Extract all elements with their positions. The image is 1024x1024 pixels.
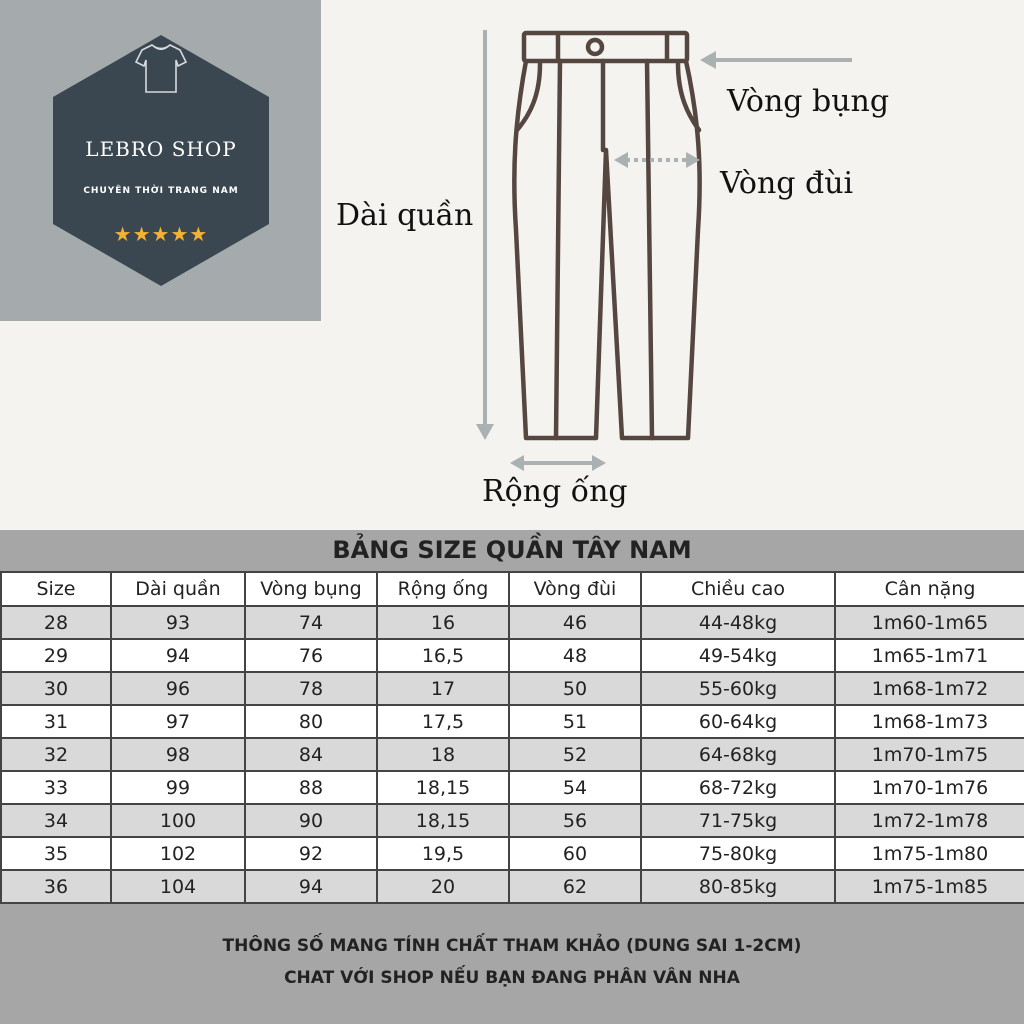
table-cell: 18,15 [377,771,509,804]
table-cell: 18,15 [377,804,509,837]
table-cell: 1m75-1m80 [835,837,1024,870]
footer-line-2: CHAT VỚI SHOP NẾU BẠN ĐANG PHÂN VÂN NHA [284,968,740,988]
table-cell: 60 [509,837,641,870]
table-cell: 71-75kg [641,804,835,837]
shop-name: LEBRO SHOP [85,137,237,161]
table-row [1,639,1024,672]
table-cell: 33 [1,771,111,804]
table-body [1,606,1024,903]
table-cell: 1m72-1m78 [835,804,1024,837]
table-cell: 75-80kg [641,837,835,870]
table-cell: 50 [509,672,641,705]
header-size: Size [1,572,111,606]
table-cell: 19,5 [377,837,509,870]
table-row [1,672,1024,705]
table-cell: 80-85kg [641,870,835,903]
table-cell: 1m68-1m73 [835,705,1024,738]
table-cell: 52 [509,738,641,771]
table-cell: 80 [245,705,377,738]
table-cell: 32 [1,738,111,771]
table-cell: 35 [1,837,111,870]
shop-tagline: CHUYÊN THỜI TRANG NAM [83,186,239,196]
header-length: Dài quần [111,572,245,606]
table-row [1,705,1024,738]
table-cell: 51 [509,705,641,738]
footer-note [0,930,1024,994]
table-cell: 78 [245,672,377,705]
table-cell: 100 [111,804,245,837]
table-cell: 46 [509,606,641,639]
table-cell: 99 [111,771,245,804]
table-row [1,870,1024,903]
table-cell: 1m68-1m72 [835,672,1024,705]
table-cell: 1m65-1m71 [835,639,1024,672]
length-label: Dài quần [336,198,474,233]
table-cell: 88 [245,771,377,804]
waist-label: Vòng bụng [727,84,890,119]
waistband [524,33,687,61]
leg-opening-label: Rộng ống [482,474,628,509]
table-cell: 55-60kg [641,672,835,705]
header-thigh: Vòng đùi [509,572,641,606]
table-row [1,606,1024,639]
table-header-row [1,572,1024,606]
table-row [1,837,1024,870]
table-cell: 62 [509,870,641,903]
rating-stars: ★★★★★ [113,222,209,246]
table-cell: 1m60-1m65 [835,606,1024,639]
table-cell: 34 [1,804,111,837]
table-cell: 16 [377,606,509,639]
table-cell: 104 [111,870,245,903]
table-cell: 102 [111,837,245,870]
table-cell: 94 [111,639,245,672]
table-cell: 92 [245,837,377,870]
table-cell: 96 [111,672,245,705]
table-cell: 94 [245,870,377,903]
table-cell: 29 [1,639,111,672]
table-cell: 97 [111,705,245,738]
table-cell: 1m70-1m76 [835,771,1024,804]
table-cell: 93 [111,606,245,639]
thigh-label: Vòng đùi [720,166,854,201]
size-table-section [0,530,1024,1024]
table-row [1,804,1024,837]
header-waist: Vòng bụng [245,572,377,606]
table-cell: 56 [509,804,641,837]
footer-line-1: THÔNG SỐ MANG TÍNH CHẤT THAM KHẢO (DUNG SAI 1-2CM) [222,936,802,956]
table-cell: 17,5 [377,705,509,738]
table-cell: 31 [1,705,111,738]
table-cell: 16,5 [377,639,509,672]
table-cell: 30 [1,672,111,705]
table-cell: 48 [509,639,641,672]
header-leg-opening: Rộng ống [377,572,509,606]
table-row [1,771,1024,804]
table-cell: 36 [1,870,111,903]
table-cell: 17 [377,672,509,705]
table-cell: 74 [245,606,377,639]
table-cell: 20 [377,870,509,903]
table-cell: 98 [111,738,245,771]
header-weight: Cân nặng [835,572,1024,606]
table-cell: 54 [509,771,641,804]
table-title: BẢNG SIZE QUẦN TÂY NAM [332,536,692,564]
table-cell: 60-64kg [641,705,835,738]
size-table [0,571,1024,904]
table-cell: 28 [1,606,111,639]
table-cell: 49-54kg [641,639,835,672]
table-cell: 44-48kg [641,606,835,639]
table-cell: 90 [245,804,377,837]
table-cell: 64-68kg [641,738,835,771]
table-cell: 18 [377,738,509,771]
table-cell: 76 [245,639,377,672]
header-height: Chiều cao [641,572,835,606]
table-cell: 1m75-1m85 [835,870,1024,903]
table-cell: 84 [245,738,377,771]
table-cell: 1m70-1m75 [835,738,1024,771]
table-row [1,738,1024,771]
table-cell: 68-72kg [641,771,835,804]
